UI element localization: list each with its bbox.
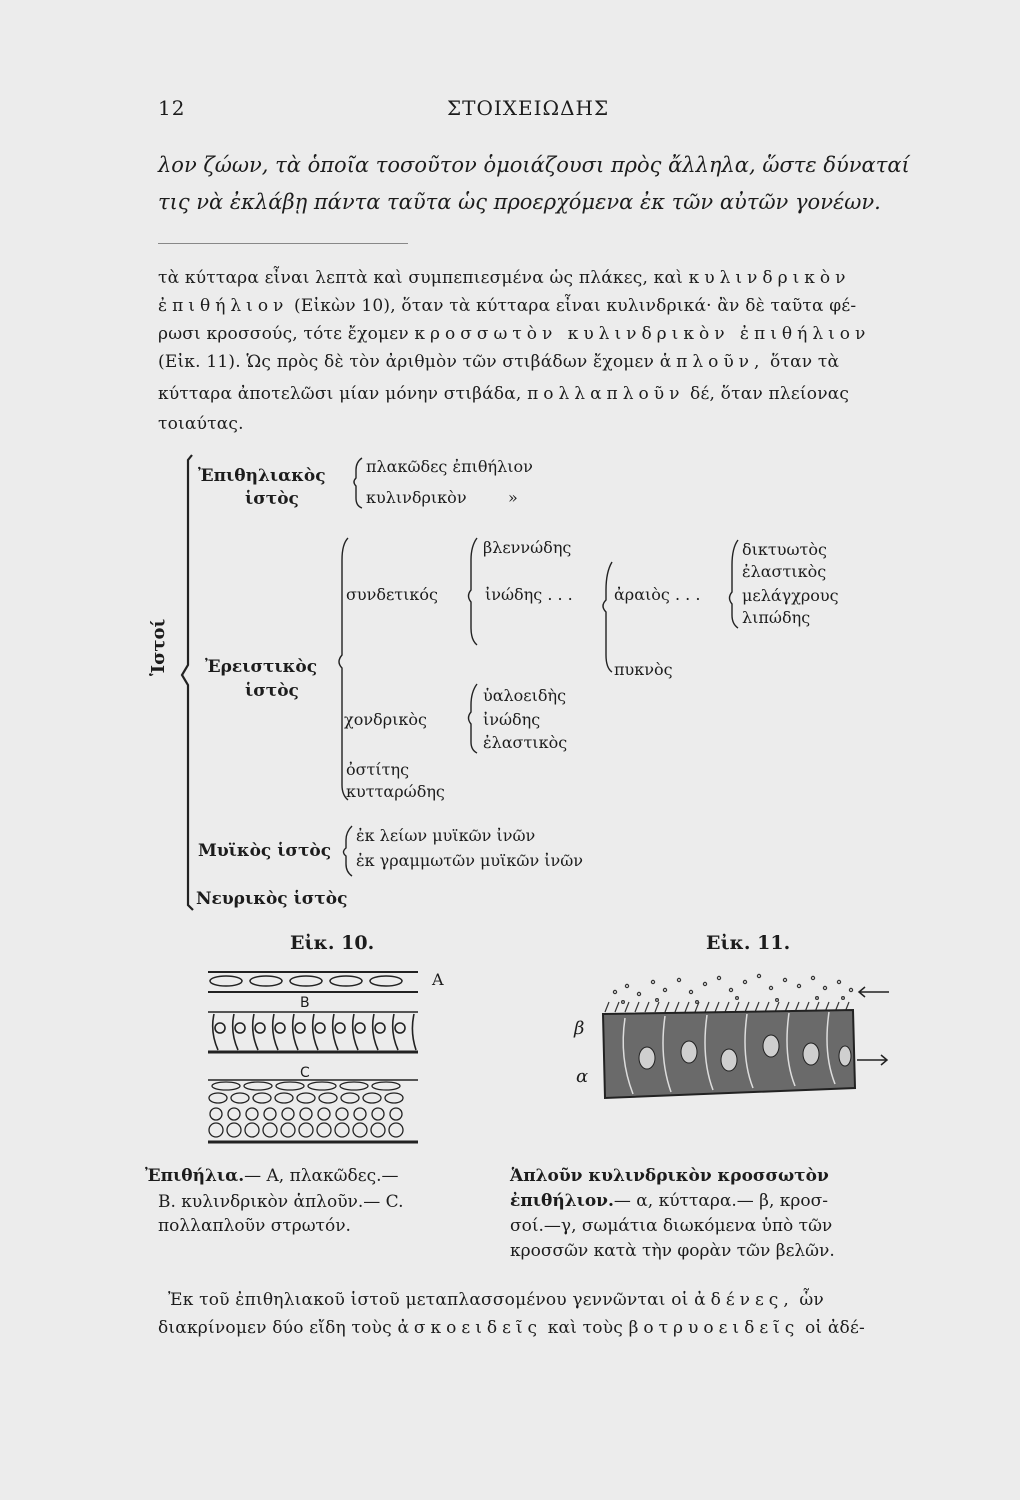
inodis-brace [603,562,612,672]
top-line-1: λον ζώων, τὰ ὁποῖα τοσοῦτον ὁμοιάζουσι πρὸς ἄλληλα, ὥστε δύναταί [158,153,910,177]
text-span: τὰ κύτταρα εἶναι λεπτὰ καὶ συμπεπιεσμένα ὡς πλάκες, καὶ [158,268,684,288]
fig11-label-b: β [574,1018,585,1039]
text-span: Ἐκ τοῦ ἐπιθηλιακοῦ ἱστοῦ μεταπλασσομένου γεννῶνται οἱ [168,1290,689,1310]
top-line-2: τις νὰ ἐκλάβῃ πάντα ταῦτα ὡς προερχόμενα ἐκ τῶν αὐτῶν γονέων. [158,190,881,214]
kyttarodis: κυτταρώδης [346,782,445,801]
vlennodis: βλεννώδης [483,538,572,557]
running-title: ΣΤΟΙΧΕΙΩΔΗΣ [447,96,610,120]
syndetikos: συνδετικός [346,585,439,604]
inodis: ἰνώδης . . . [485,585,573,604]
muscle-item-1: ἐκ λείων μυϊκῶν ἰνῶν [356,826,536,845]
root-bracket [182,455,193,910]
spaced-term: κυλινδρικὸν [688,268,851,288]
spaced-term: κροσσωτὸν κυλινδρικὸν ἐπιθήλιον [414,324,871,344]
fig11-caption-line-4: κροσσῶν κατὰ τὴν φορὰν τῶν βελῶν. [510,1241,835,1261]
epithelial-label-2: ἱστὸς [245,489,299,509]
nerve-label: Νευρικὸς ἱστὸς [196,889,348,909]
chondrikos-sub-3: ἐλαστικὸς [483,733,568,752]
text-span: ρωσι κροσσούς, τότε ἔχομεν [158,324,409,344]
muscle-item-2: ἐκ γραμμωτῶν μυϊκῶν ἰνῶν [356,851,584,870]
ostitis: ὀστίτης [346,760,410,779]
syndetikos-brace [469,538,478,645]
fig11-title: Εἰκ. 11. [706,932,791,954]
caption-bold: ἐπιθήλιον. [510,1191,614,1211]
bottom-line-1 [168,1287,824,1313]
connective-label-2: ἱστὸς [245,681,299,701]
text-span: κύτταρα ἀποτελῶσι μίαν μόνην στιβάδα, [158,384,522,404]
spaced-term: ἀδένες, [694,1290,794,1310]
epithelial-label-1: Ἐπιθηλιακὸς [198,466,326,486]
fig10-label-a: A [432,970,444,989]
ditto-mark: » [508,488,518,507]
spaced-term: ἀσκοειδεῖς [397,1318,543,1338]
araios-sub-2: ἐλαστικὸς [742,562,827,581]
fig11-caption-line-2 [510,1189,828,1214]
connective-label-1: Ἐρειστικὸς [205,657,318,677]
fig10-title: Εἰκ. 10. [290,932,375,954]
fig10-caption-line-1 [145,1164,399,1189]
text-span: (Εἰκ. 11). Ὡς πρὸς δὲ τὸν ἀριθμὸν τῶν στιβάδων ἔχομεν [158,352,655,372]
fig11-label-a: α [576,1066,589,1087]
caption-text: — Α, πλακῶδες.— [244,1166,399,1186]
araios-sub-1: δικτυωτὸς [742,540,827,559]
spaced-term: πολλαπλοῦν [527,384,685,404]
paragraph-line-6: τοιαύτας. [158,414,244,434]
muscle-label: Μυϊκὸς ἱστὸς [198,841,332,861]
spaced-term: ἁπλοῦν, [659,352,765,372]
spaced-term: ἐπιθήλιον [158,296,289,316]
text-span: διακρίνομεν δύο εἴδη τοὺς [158,1318,392,1338]
epithelial-brace [354,458,362,508]
fig11-illustration [595,968,895,1110]
fig10-label-b: B [300,995,310,1011]
chondrikos: χονδρικὸς [344,710,427,729]
bottom-line-2 [158,1315,865,1341]
text-span: (Εἰκὼν 10), ὅταν τὰ κύτταρα εἶναι κυλινδρικά· ἂν δὲ ταῦτα φέ- [294,296,857,316]
root-label: Ἱστοί [148,618,169,676]
fig10-caption-line-3: πολλαπλοῦν στρωτόν. [158,1216,351,1236]
text-span: δέ, ὅταν πλείονας [690,384,850,404]
chondrikos-brace [469,684,478,753]
fig10-illustration [196,962,466,1150]
chondrikos-sub-1: ὑαλοειδὴς [483,686,567,705]
caption-bold: Ἐπιθήλια. [145,1166,245,1186]
spaced-term: βοτρυοειδεῖς [628,1318,800,1338]
chondrikos-sub-2: ἰνώδης [483,710,541,729]
pyknos: πυκνὸς [614,660,673,679]
araios-sub-3: μελάγχρους [742,586,839,605]
fig10-label-c: C [300,1065,310,1081]
epithelial-item-1: πλακῶδες ἐπιθήλιον [366,457,533,476]
fig11-caption-line-3: σοί.—γ, σωμάτια διωκόμενα ὑπὸ τῶν [510,1216,833,1236]
text-span: ὅταν τὰ [770,352,840,372]
fig10-caption-line-2: Β. κυλινδρικὸν ἁπλοῦν.— C. [158,1192,404,1212]
text-span: καὶ τοὺς [547,1318,623,1338]
araios: ἀραιὸς . . . [614,585,701,604]
muscle-brace [344,826,353,876]
caption-text: — α, κύτταρα.— β, κροσ- [613,1191,828,1211]
araios-brace [730,540,739,628]
text-span: ὧν [799,1290,824,1310]
fig11-caption-line-1: Ἁπλοῦν κυλινδρικὸν κροσσωτὸν [510,1166,829,1186]
araios-sub-4: λιπώδης [742,608,811,627]
page-number: 12 [158,96,186,120]
epithelial-item-2: κυλινδρικὸν [366,488,467,507]
text-span: οἱ ἀδέ- [804,1318,865,1338]
